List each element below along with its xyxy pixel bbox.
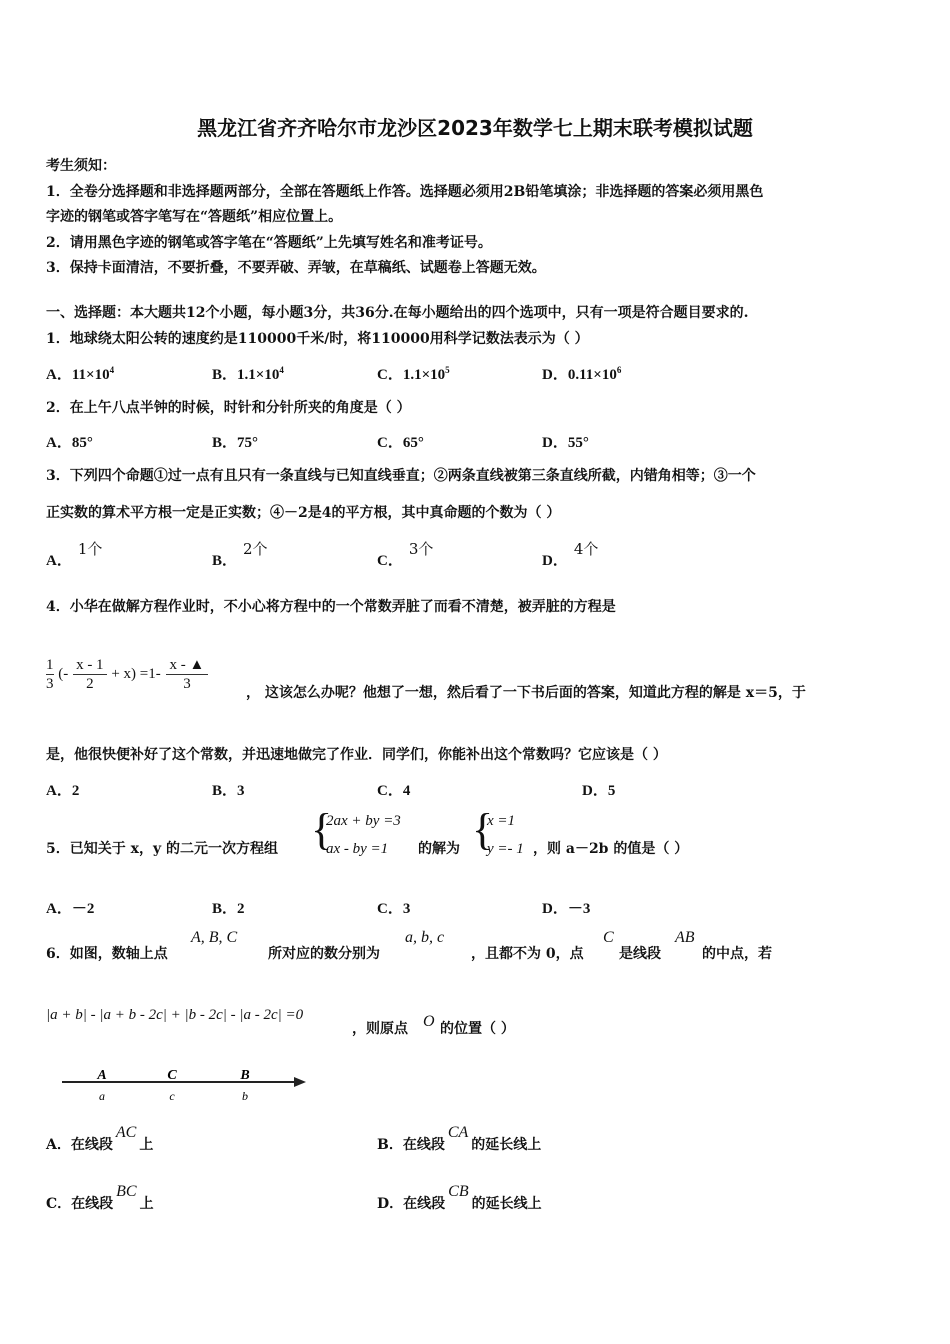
number-line-figure [56, 1060, 316, 1110]
question-6-part-2: 所对应的数分别为 [268, 946, 380, 962]
q1-option-b[interactable]: B．$1.1\times 10^4$ [212, 365, 284, 383]
fraction-1-3: $\frac{1}{3}$ [46, 657, 54, 692]
q1-option-d[interactable]: D．$0.11\times 10^6$ [542, 365, 622, 383]
q3-option-d[interactable]: D．4个 [542, 540, 599, 569]
label-c-point: C [167, 1068, 177, 1083]
q4-option-b[interactable]: B．3 [212, 783, 245, 799]
notice-item-3: 3．保持卡面清洁，不要折叠，不要弄破、弄皱，在草稿纸、试题卷上答题无效。 [46, 260, 546, 276]
system-2-eq-2: y =- 1 [487, 841, 524, 857]
q1-option-a[interactable]: A．$11\times 10^4$ [46, 365, 115, 383]
q4-equation: $\frac{1}{3}$ (- $\frac{x - 1}{2}$ + x) =1- $\frac{x - ▲}{3}$ [46, 656, 208, 693]
question-2-text: 2．在上午八点半钟的时候，时针和分针所夹的角度是（ ） [46, 400, 411, 416]
label-c-value: c [169, 1089, 175, 1103]
question-6-part-7: 的位置（ ） [440, 1021, 515, 1037]
question-6-part-6: ，则原点 [352, 1021, 408, 1037]
notice-item-2: 2．请用黑色字迹的钢笔或答字笔在“答题纸”上先填写姓名和准考证号。 [46, 235, 492, 251]
values-abc: a, b, c [405, 929, 445, 946]
question-3-line-1: 3．下列四个命题①过一点有且只有一条直线与已知直线垂直；②两条直线被第三条直线所截，内错角相等；③一个 [46, 468, 756, 484]
question-5-prefix: 5．已知关于 x，y 的二元一次方程组 [46, 841, 278, 857]
question-3-line-2: 正实数的算术平方根一定是正实数；④－2是4的平方根，其中真命题的个数为（ ） [46, 505, 561, 521]
q5-option-d[interactable]: D．－3 [542, 901, 591, 917]
notice-item-1-line-2: 字迹的钢笔或答字笔写在“答题纸”相应位置上。 [46, 209, 343, 225]
q3-option-c[interactable]: C．3个 [377, 540, 434, 569]
q2-option-a[interactable]: A．85° [46, 435, 93, 451]
q4-option-d[interactable]: D．5 [582, 783, 616, 799]
q4-option-c[interactable]: C．4 [377, 783, 411, 799]
question-6-part-1: 6．如图，数轴上点 [46, 946, 168, 962]
absolute-value-equation: |a + b| - |a + b - 2c| + |b - 2c| - |a - 2c| =0 [46, 1007, 304, 1023]
question-6-part-4: 是线段 [619, 946, 661, 962]
system-brace-1: { [311, 805, 333, 854]
q1-option-c[interactable]: C．$1.1\times 10^5$ [377, 365, 450, 383]
question-5-suffix: ，则 a－2b 的值是（ ） [533, 841, 689, 857]
question-5-middle: 的解为 [418, 841, 460, 857]
q5-option-a[interactable]: A．－2 [46, 901, 95, 917]
question-1-text: 1．地球绕太阳公转的速度约是110000千米/时，将110000用科学记数法表示为（ ） [46, 331, 589, 347]
notice-item-1-line-1: 1．全卷分选择题和非选择题两部分，全部在答题纸上作答。选择题必须用2B铅笔填涂；非选择题的答案必须用黑色 [46, 184, 764, 200]
q5-option-b[interactable]: B．2 [212, 901, 245, 917]
question-6-part-3: ，且都不为 0，点 [471, 946, 584, 962]
origin-o: O [423, 1013, 435, 1030]
system-1-eq-2: ax - by =1 [326, 841, 389, 857]
question-4-line-2: ， 这该怎么办呢？他想了一想，然后看了一下书后面的答案，知道此方程的解是 x＝5，于 [246, 685, 806, 701]
q6-option-c[interactable]: C．在线段BC上 [46, 1183, 154, 1212]
q6-option-a[interactable]: A．在线段AC上 [46, 1124, 154, 1153]
notice-heading: 考生须知： [46, 158, 116, 174]
label-b-value: b [242, 1089, 248, 1103]
question-6-part-5: 的中点，若 [702, 946, 772, 962]
question-4-line-3: 是，他很快便补好了这个常数，并迅速地做完了作业．同学们，你能补出这个常数吗？它应该是（ ） [46, 747, 667, 763]
point-c: C [603, 929, 614, 946]
q2-option-c[interactable]: C．65° [377, 435, 424, 451]
fraction-smudged-over-3: $\frac{x - ▲}{3}$ [166, 656, 209, 693]
segment-ab: AB [675, 929, 695, 946]
q3-option-b[interactable]: B．2个 [212, 540, 268, 569]
label-a-value: a [99, 1089, 105, 1103]
system-2-eq-1: x =1 [487, 813, 516, 829]
label-a-point: A [97, 1068, 107, 1083]
label-b-point: B [240, 1068, 250, 1083]
page-title: 黑龙江省齐齐哈尔市龙沙区2023年数学七上期末联考模拟试题 [197, 116, 753, 140]
q2-option-d[interactable]: D．55° [542, 435, 589, 451]
q6-option-b[interactable]: B．在线段CA的延长线上 [377, 1124, 542, 1153]
number-line-arrow-icon [294, 1077, 306, 1087]
points-abc: A, B, C [191, 929, 238, 946]
q5-option-c[interactable]: C．3 [377, 901, 411, 917]
system-1-eq-1: 2ax + by =3 [326, 813, 401, 829]
q2-option-b[interactable]: B．75° [212, 435, 259, 451]
question-4-line-1: 4．小华在做解方程作业时，不小心将方程中的一个常数弄脏了而看不清楚，被弄脏的方程是 [46, 599, 616, 615]
q4-option-a[interactable]: A．2 [46, 783, 80, 799]
q6-option-d[interactable]: D．在线段CB的延长线上 [377, 1183, 542, 1212]
fraction-x-minus-1-over-2: $\frac{x - 1}{2}$ [73, 656, 107, 693]
q3-option-a[interactable]: A．1个 [46, 540, 103, 569]
system-brace-2: { [472, 805, 494, 854]
section-heading: 一、选择题：本大题共12个小题，每小题3分，共36分.在每小题给出的四个选项中，只有一项是符合题目要求的. [46, 305, 749, 321]
